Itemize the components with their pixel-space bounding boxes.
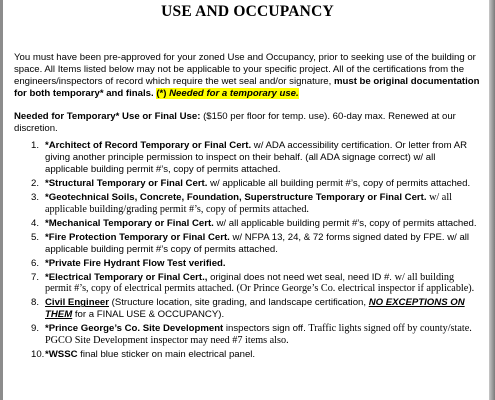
item-title: *Geotechnical Soils, Concrete, Foundation, Superstructure Temporary or Final Cert. xyxy=(45,192,427,204)
needed-for-paragraph xyxy=(14,111,480,135)
asterisk-marker: (*) xyxy=(156,87,170,99)
item-number: 5. xyxy=(31,231,40,243)
item-title: *WSSC xyxy=(45,348,78,360)
item-title: *Architect of Record Temporary or Final Cert. xyxy=(45,140,252,152)
item-detail-serif: w/ all building permit #’s, copy of electrical permits attached. (Or Prince George’s Co. electrical inspector if applicable). xyxy=(45,271,475,295)
list-item xyxy=(14,272,480,296)
needed-for-label: Needed for Temporary xyxy=(14,110,116,122)
requirements-list xyxy=(14,140,480,360)
item-number: 2. xyxy=(31,178,40,190)
intro-paragraph xyxy=(14,52,480,100)
list-item xyxy=(14,297,480,321)
intro-text: You must have been pre-approved for your zoned Use and Occupancy, prior to seeking use of the building or space. All Items listed below may not be applicable to your specific project. All of the certifications from the engineers/inspectors of record which require the wet seal and/or signature, xyxy=(14,52,476,87)
item-number: 6. xyxy=(31,257,40,269)
item-detail: w/ ADA accessibility certification. Or letter from AR giving another principle permission to inspect on their behalf. (all ADA signage correct) w/ all applicable building permit #’s, copy of permits attached. xyxy=(45,140,468,176)
list-item xyxy=(14,178,480,190)
item-detail: original does not need wet seal, need ID #. xyxy=(207,271,395,283)
item-number: 9. xyxy=(31,323,40,335)
item-detail-end: for a FINAL USE & OCCUPANCY). xyxy=(72,309,225,321)
item-title: *Prince George’s Co. Site Development xyxy=(45,323,224,335)
list-item xyxy=(14,349,480,361)
document-body xyxy=(14,52,480,363)
item-title: *Mechanical Temporary or Final Cert. xyxy=(45,217,214,229)
needed-for-label-2: * Use or Final Use: xyxy=(115,110,201,122)
item-number: 8. xyxy=(31,297,40,309)
list-item xyxy=(14,140,480,176)
item-detail: inspectors sign off. xyxy=(223,323,309,335)
item-title: *Fire Protection Temporary or Final Cert. xyxy=(45,231,230,243)
item-detail: final blue sticker on main electrical panel. xyxy=(77,348,256,360)
item-title: *Structural Temporary or Final Cert. xyxy=(45,178,208,190)
item-number: 1. xyxy=(31,140,40,152)
list-item xyxy=(14,232,480,256)
page-edge-left xyxy=(0,0,3,400)
item-detail: w/ all applicable building/grading permit #’s, copy of permits attached. xyxy=(45,192,452,215)
item-number: 10. xyxy=(31,348,45,360)
temporary-use-highlight xyxy=(156,88,298,99)
item-emphasis: NO EXCEPTIONS ON THEM xyxy=(45,297,465,321)
item-number: 3. xyxy=(31,192,40,204)
item-detail: w/ applicable all building permit #’s, copy of permits attached. xyxy=(207,178,471,190)
item-number: 7. xyxy=(31,271,40,283)
list-item xyxy=(14,323,480,347)
item-detail: (Structure location, site grading, and landscape certification, xyxy=(108,297,369,309)
temporary-use-note: Needed for a temporary use. xyxy=(169,87,299,99)
list-item xyxy=(14,218,480,230)
item-title: *Private Fire Hydrant Flow Test verified. xyxy=(45,257,226,269)
list-item xyxy=(14,258,480,270)
document-title: USE AND OCCUPANCY xyxy=(161,3,334,20)
item-number: 4. xyxy=(31,217,40,229)
intro-bold-text: must be original documentation for both temporary* and finals. xyxy=(14,75,480,99)
item-title: Civil Engineer xyxy=(45,297,109,309)
item-detail: w/ all applicable building permit #’s, copy of permits attached. xyxy=(213,217,477,229)
list-item xyxy=(14,192,480,216)
page-edge-right xyxy=(489,0,495,400)
item-title: *Electrical Temporary or Final Cert., xyxy=(45,271,208,283)
item-detail-serif: Traffic lights signed off by county/state. PGCO Site Development inspector may need #7 items also. xyxy=(45,323,472,347)
item-detail: w/ NFPA 13, 24, & 72 forms signed dated by FPE. w/ all applicable building permit #’s copy of permits attached. xyxy=(45,231,470,255)
needed-for-fee-text: ($150 per floor for temp. use). 60-day max. Renewed at our discretion. xyxy=(14,110,456,134)
